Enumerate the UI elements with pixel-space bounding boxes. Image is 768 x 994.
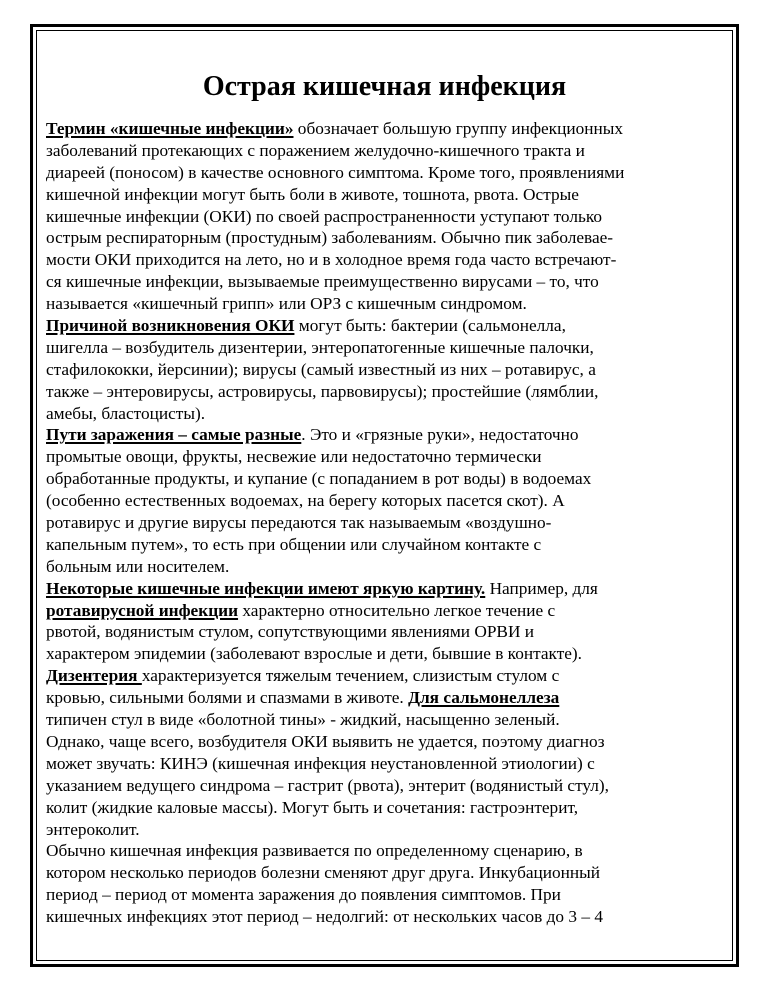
body-text: Например, для: [485, 578, 598, 598]
text-line: [46, 906, 733, 928]
text-line: [46, 446, 733, 468]
text-line: [46, 643, 733, 665]
body-text: указанием ведущего синдрома – гастрит (рвота), энтерит (водянистый стул),: [46, 775, 610, 795]
body-text: амебы, бластоцисты).: [46, 403, 206, 423]
text-line: [46, 534, 733, 556]
body-text: обработанные продукты, и купание (с попаданием в рот воды) в водоемах: [46, 469, 592, 489]
text-line: [46, 512, 733, 534]
body-text: обозначает большую группу инфекционных: [293, 119, 623, 138]
body-text: также – энтеровирусы, астровирусы, парвовирусы); простейшие (лямблии,: [46, 381, 599, 401]
text-line: [46, 840, 733, 862]
text-line: [46, 359, 733, 381]
body-text: кишечные инфекции (ОКИ) по своей распространенности уступают только: [46, 206, 602, 226]
body-text: ротавирус и другие вирусы передаются так называемым «воздушно-: [46, 513, 552, 533]
body-text: могут быть: бактерии (сальмонелла,: [294, 316, 566, 336]
body-text: кровью, сильными болями и спазмами в животе.: [46, 688, 409, 708]
text-line: [46, 490, 733, 512]
text-line: [46, 556, 733, 578]
section-heading: ротавирусной инфекции: [46, 600, 239, 620]
section-heading: Причиной возникновения ОКИ: [46, 316, 295, 336]
text-line: [46, 337, 733, 359]
text-line: [46, 775, 733, 797]
text-line: [46, 578, 733, 600]
body-text: кишечной инфекции могут быть боли в животе, тошнота, рвота. Острые: [46, 184, 579, 204]
text-line: [46, 249, 733, 271]
text-line: [46, 621, 733, 643]
body-text: кишечных инфекциях этот период – недолгий: от нескольких часов до 3 – 4: [46, 907, 603, 927]
section-heading: Дизентерия: [46, 666, 142, 686]
body-text: (особенно естественных водоемах, на берегу которых пасется скот). А: [46, 491, 565, 511]
body-text: . Это и «грязные руки», недостаточно: [301, 425, 579, 445]
body-text: характером эпидемии (заболевают взрослые и дети, бывшие в контакте).: [46, 644, 582, 664]
body-text: рвотой, водянистым стулом, сопутствующими явлениями ОРВИ и: [46, 622, 534, 642]
text-line: [46, 797, 733, 819]
text-line: [46, 140, 733, 162]
body-text: типичен стул в виде «болотной тины» - жидкий, насыщенно зеленый.: [46, 710, 560, 730]
text-line: [46, 424, 733, 446]
section-heading: Пути заражения – самые разные: [46, 425, 302, 445]
text-line: [46, 381, 733, 403]
page-border-inner: [36, 30, 733, 961]
body-text: колит (жидкие каловые массы). Могут быть и сочетания: гастроэнтерит,: [46, 797, 579, 817]
section-heading: Некоторые кишечные инфекции имеют яркую картину.: [46, 578, 486, 598]
section-heading: Для сальмонеллеза: [408, 688, 560, 708]
body-text: энтероколит.: [46, 819, 140, 839]
body-text: период – период от момента заражения до появления симптомов. При: [46, 885, 561, 905]
body-text: Обычно кишечная инфекция развивается по определенному сценарию, в: [46, 841, 583, 861]
text-line: [46, 271, 733, 293]
text-line: [46, 293, 733, 315]
body-text: острым респираторным (простудным) заболеваниям. Обычно пик заболевае-: [46, 228, 614, 248]
text-line: [46, 709, 733, 731]
body-text: ся кишечные инфекции, вызываемые преимущественно вирусами – то, что: [46, 272, 599, 292]
section-heading: Термин «кишечные инфекции»: [46, 119, 294, 138]
text-line: [46, 315, 733, 337]
body-text: называется «кишечный грипп» или ОРЗ с кишечным синдромом.: [46, 294, 527, 314]
page-title: Острая кишечная инфекция: [202, 71, 567, 102]
text-line: [46, 206, 733, 228]
body-text: диареей (поносом) в качестве основного симптома. Кроме того, проявлениями: [46, 162, 625, 182]
body-text: характеризуется тяжелым течением, слизистым стулом с: [141, 666, 560, 686]
text-line: [46, 687, 733, 709]
text-line: [46, 665, 733, 687]
text-line: [46, 184, 733, 206]
body-text: котором несколько периодов болезни сменяют друг друга. Инкубационный: [46, 863, 601, 883]
text-line: [46, 862, 733, 884]
text-line: [46, 118, 733, 140]
body-text: мости ОКИ приходится на лето, но и в холодное время года часто встречают-: [46, 250, 617, 270]
body-text: шигелла – возбудитель дизентерии, энтеропатогенные кишечные палочки,: [46, 337, 594, 357]
body-text: может звучать: КИНЭ (кишечная инфекция неустановленной этиологии) с: [46, 753, 595, 773]
text-line: [46, 227, 733, 249]
body-text: заболеваний протекающих с поражением желудочно-кишечного тракта и: [46, 140, 585, 160]
text-line: [46, 819, 733, 841]
text-line: [46, 884, 733, 906]
text-line: [46, 468, 733, 490]
body-text: больным или носителем.: [46, 556, 230, 576]
body-text: капельным путем», то есть при общении или случайном контакте с: [46, 534, 542, 554]
body-text: Однако, чаще всего, возбудителя ОКИ выявить не удается, поэтому диагноз: [46, 731, 605, 751]
text-line: [46, 731, 733, 753]
text-line: [46, 162, 733, 184]
body-text: промытые овощи, фрукты, несвежие или недостаточно термически: [46, 447, 542, 467]
body-text: характерно относительно легкое течение с: [238, 600, 556, 620]
text-line: [46, 403, 733, 425]
text-line: [46, 753, 733, 775]
text-line: [46, 600, 733, 622]
document-body: [46, 118, 733, 928]
body-text: стафилококки, йерсинии); вирусы (самый известный из них – ротавирус, а: [46, 359, 596, 379]
